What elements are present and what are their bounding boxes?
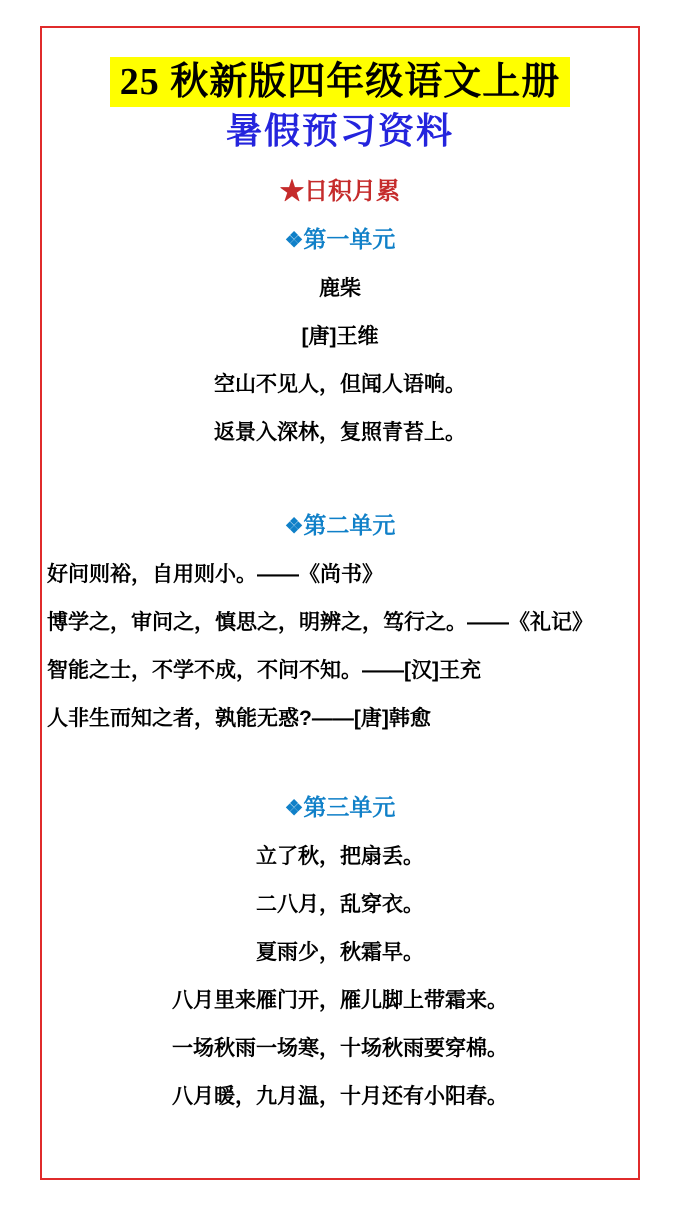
quote-line: 博学之，审问之，慎思之，明辨之，笃行之。——《礼记》 (47, 611, 593, 634)
proverb-line: 八月暖，九月温，十月还有小阳春。 (172, 1085, 508, 1108)
poem-line: 返景入深林，复照青苔上。 (214, 421, 466, 444)
proverb-line: 二八月，乱穿衣。 (256, 893, 424, 916)
diamond-icon: ❖ (284, 515, 304, 538)
quote-line: 好问则裕，自用则小。——《尚书》 (47, 563, 383, 586)
page-border-frame (40, 26, 640, 1180)
document-title-row (42, 57, 638, 107)
unit-3-heading (42, 783, 638, 833)
unit-2-heading-label: 第二单元 (303, 512, 396, 538)
star-icon: ★ (280, 178, 304, 205)
document-subtitle: 暑假预习资料 (225, 111, 454, 151)
proverb-line: 夏雨少，秋霜早。 (256, 941, 424, 964)
unit-1-heading-label: 第一单元 (303, 226, 396, 252)
document-title: 25 秋新版四年级语文上册 (110, 57, 571, 107)
proverb-line: 立了秋，把扇丢。 (256, 845, 424, 868)
diamond-icon: ❖ (284, 229, 304, 252)
poem-line: 空山不见人，但闻人语响。 (214, 373, 466, 396)
unit-2-heading (42, 501, 638, 551)
unit-section-3 (42, 783, 638, 1121)
diamond-icon: ❖ (284, 797, 304, 820)
unit-1-heading (42, 215, 638, 265)
proverb-line: 一场秋雨一场寒，十场秋雨要穿棉。 (172, 1037, 508, 1060)
accumulate-header (42, 169, 638, 215)
unit-section-1 (42, 215, 638, 457)
accumulate-header-label: 日积月累 (304, 178, 400, 205)
quote-line: 人非生而知之者，孰能无惑?——[唐]韩愈 (47, 707, 431, 730)
poem-title: 鹿柴 (319, 277, 361, 300)
unit-section-2 (42, 501, 638, 743)
unit-3-heading-label: 第三单元 (303, 794, 396, 820)
quote-line: 智能之士，不学不成，不问不知。——[汉]王充 (47, 659, 481, 682)
poem-author: [唐]王维 (301, 325, 379, 348)
proverb-line: 八月里来雁门开，雁儿脚上带霜来。 (172, 989, 508, 1012)
